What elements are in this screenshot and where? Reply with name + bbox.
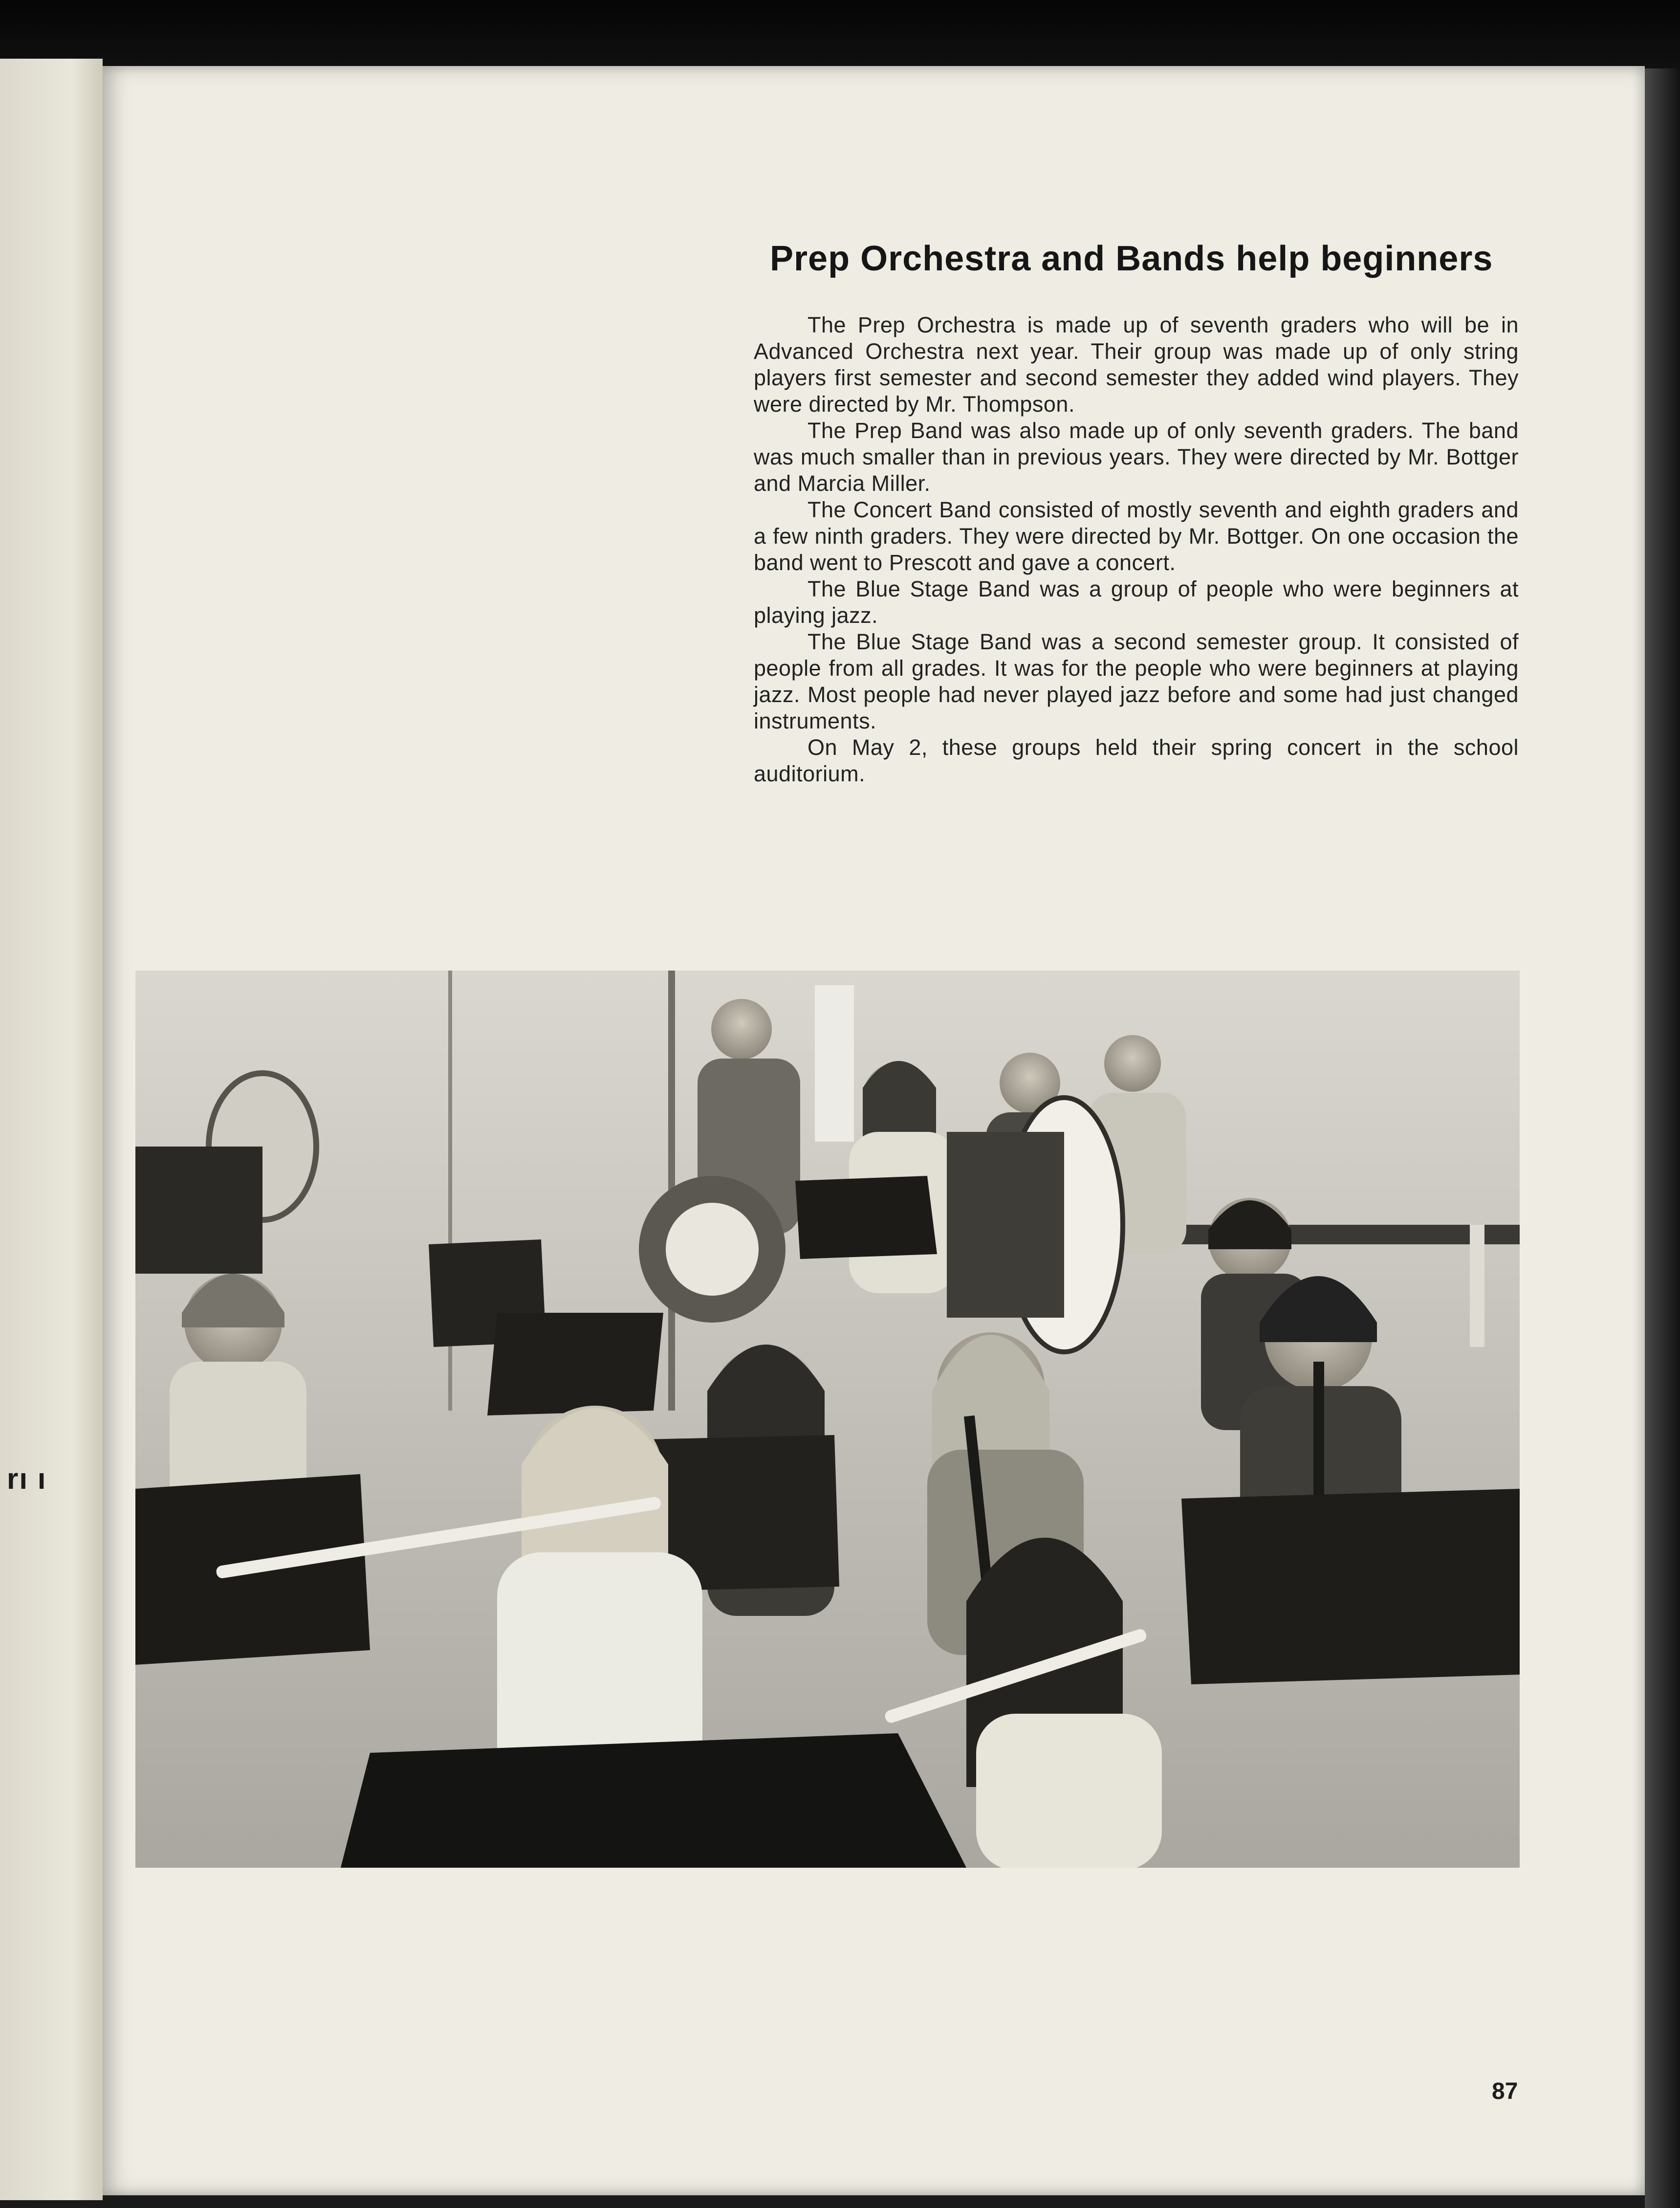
facing-page-edge <box>0 59 103 2200</box>
page-number: 87 <box>1492 2078 1518 2104</box>
facing-page-text-fragment: rı ı <box>7 1462 47 1495</box>
paragraph-prep-orchestra: The Prep Orchestra is made up of seventh graders who will be in Advanced Orchestra next year. Their group was made up of only string players first semester and second semester they added wind players. They were directed by Mr. Thompson. <box>754 312 1519 417</box>
paragraph-spring-concert: On May 2, these groups held their spring concert in the school auditorium. <box>754 735 1519 786</box>
paragraph-concert-band: The Concert Band consisted of mostly seventh and eighth graders and a few ninth graders. They were directed by Mr. Bottger. On one occasion the band went to Prescott and gave a concert. <box>754 497 1519 575</box>
band-rehearsal-photo <box>135 971 1520 1868</box>
scan-top-edge <box>0 0 1680 73</box>
paragraph-prep-band: The Prep Band was also made up of only seventh graders. The band was much smaller than in previous years. They were directed by Mr. Bottger and Marcia Miller. <box>754 418 1519 496</box>
page-headline: Prep Orchestra and Bands help beginners <box>770 239 1493 278</box>
paragraph-blue-stage-band-detail: The Blue Stage Band was a second semester group. It consisted of people from all grades. It was for the people who were beginners at playing jazz. Most people had never played jazz before and some had just changed instruments. <box>754 629 1519 733</box>
paragraph-blue-stage-band-intro: The Blue Stage Band was a group of people who were beginners at playing jazz. <box>754 576 1519 628</box>
article-body <box>754 312 1519 787</box>
page-right-edge <box>1645 68 1680 2208</box>
